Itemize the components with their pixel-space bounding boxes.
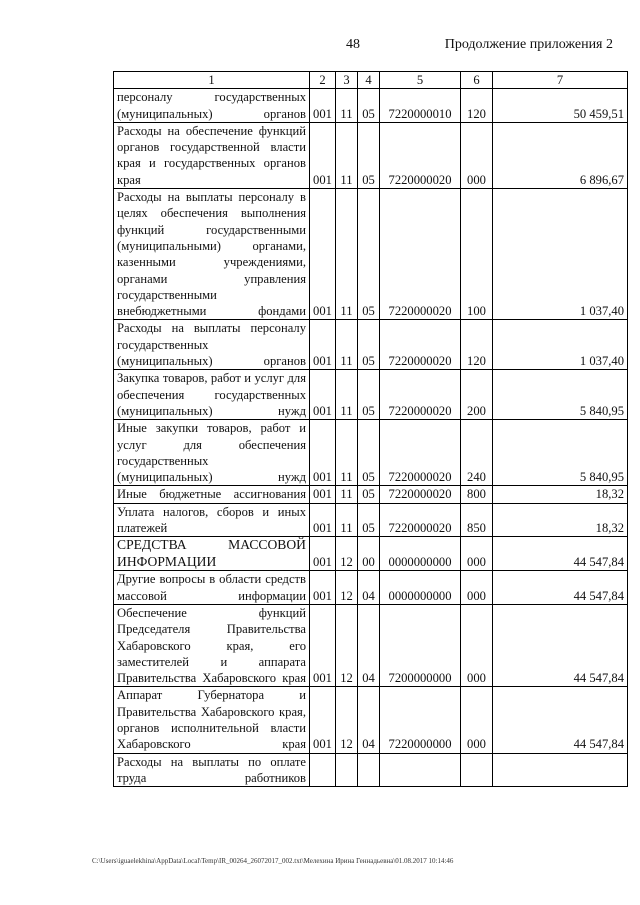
row-code-ministry: 001	[310, 604, 336, 686]
row-code-ministry: 001	[310, 122, 336, 188]
row-amount: 1 037,40	[493, 320, 628, 370]
row-amount: 44 547,84	[493, 537, 628, 571]
row-code-expense: 120	[461, 89, 493, 123]
table-row	[114, 687, 628, 753]
row-code-section: 11	[336, 503, 358, 537]
row-amount: 18,32	[493, 486, 628, 503]
row-code-ministry: 001	[310, 537, 336, 571]
row-code-subsection: 04	[358, 687, 380, 753]
row-code-target: 7220000010	[380, 89, 461, 123]
table-row	[114, 370, 628, 420]
row-code-section: 11	[336, 320, 358, 370]
row-code-expense: 240	[461, 420, 493, 486]
row-amount: 5 840,95	[493, 370, 628, 420]
row-code-subsection: 05	[358, 486, 380, 503]
row-code-subsection: 04	[358, 604, 380, 686]
row-name: Другие вопросы в области средств массовой информации	[114, 571, 310, 605]
row-code-subsection: 05	[358, 503, 380, 537]
table-header-row	[114, 72, 628, 89]
row-code-section: 12	[336, 537, 358, 571]
row-code-target: 7220000020	[380, 189, 461, 320]
row-code-ministry: 001	[310, 486, 336, 503]
table-row	[114, 189, 628, 320]
row-name: Расходы на выплаты персоналу государственных (муниципальных) органов	[114, 320, 310, 370]
row-code-expense: 000	[461, 537, 493, 571]
table-row	[114, 604, 628, 686]
row-code-section: 11	[336, 89, 358, 123]
row-name: Расходы на обеспечение функций органов государственной власти края и государственных органов края	[114, 122, 310, 188]
row-code-section: 11	[336, 486, 358, 503]
row-code-target: 0000000000	[380, 537, 461, 571]
row-code-ministry: 001	[310, 320, 336, 370]
row-code-subsection: 05	[358, 89, 380, 123]
column-header: 6	[461, 72, 493, 89]
row-code-section: 12	[336, 571, 358, 605]
row-code-section: 11	[336, 370, 358, 420]
column-header: 7	[493, 72, 628, 89]
row-code-expense: 200	[461, 370, 493, 420]
row-amount: 1 037,40	[493, 189, 628, 320]
row-name: Иные бюджетные ассигнования	[114, 486, 310, 503]
row-code-section: 12	[336, 687, 358, 753]
row-code-ministry: 001	[310, 420, 336, 486]
row-code-target: 0000000000	[380, 571, 461, 605]
row-name: Расходы на выплаты персоналу в целях обеспечения выполнения функций государственными (муниципальными) органами, казенными учреждениями, органами управления государственными внебюджетными фондами	[114, 189, 310, 320]
row-code-subsection: 05	[358, 189, 380, 320]
row-name: персоналу государственных (муниципальных) органов	[114, 89, 310, 123]
row-code-expense: 800	[461, 486, 493, 503]
row-name: Закупка товаров, работ и услуг для обеспечения государственных (муниципальных) нужд	[114, 370, 310, 420]
row-code-ministry	[310, 753, 336, 787]
row-code-subsection	[358, 753, 380, 787]
row-code-expense: 000	[461, 571, 493, 605]
row-code-ministry: 001	[310, 571, 336, 605]
row-code-expense: 000	[461, 604, 493, 686]
row-code-expense: 850	[461, 503, 493, 537]
column-header: 3	[336, 72, 358, 89]
row-code-subsection: 05	[358, 320, 380, 370]
column-header: 5	[380, 72, 461, 89]
row-code-subsection: 05	[358, 122, 380, 188]
table-row	[114, 89, 628, 123]
row-amount: 6 896,67	[493, 122, 628, 188]
row-amount: 5 840,95	[493, 420, 628, 486]
row-name: Обеспечение функций Председателя Правительства Хабаровского края, его заместителей и аппарата Правительства Хабаровского края	[114, 604, 310, 686]
row-amount: 44 547,84	[493, 571, 628, 605]
table-row	[114, 486, 628, 503]
row-name: СРЕДСТВА МАССОВОЙ ИНФОРМАЦИИ	[114, 537, 310, 571]
row-code-section: 11	[336, 189, 358, 320]
row-code-target: 7220000000	[380, 687, 461, 753]
page-number: 48	[346, 37, 360, 52]
row-name: Аппарат Губернатора и Правительства Хабаровского края, органов исполнительной власти Хабаровского края	[114, 687, 310, 753]
row-code-expense	[461, 753, 493, 787]
row-amount: 44 547,84	[493, 687, 628, 753]
continuation-label: Продолжение приложения 2	[444, 37, 613, 52]
row-code-expense: 100	[461, 189, 493, 320]
row-amount: 18,32	[493, 503, 628, 537]
row-code-target: 7220000020	[380, 420, 461, 486]
row-code-target: 7220000020	[380, 503, 461, 537]
row-code-subsection: 00	[358, 537, 380, 571]
row-code-target: 7200000000	[380, 604, 461, 686]
row-code-subsection: 04	[358, 571, 380, 605]
table-row	[114, 320, 628, 370]
row-name: Уплата налогов, сборов и иных платежей	[114, 503, 310, 537]
column-header: 2	[310, 72, 336, 89]
table-row	[114, 420, 628, 486]
table-row	[114, 753, 628, 787]
budget-table	[113, 71, 628, 787]
row-code-target	[380, 753, 461, 787]
row-code-target: 7220000020	[380, 370, 461, 420]
row-amount: 44 547,84	[493, 604, 628, 686]
row-code-expense: 000	[461, 687, 493, 753]
row-code-ministry: 001	[310, 687, 336, 753]
table-row	[114, 571, 628, 605]
row-code-target: 7220000020	[380, 122, 461, 188]
row-name: Иные закупки товаров, работ и услуг для обеспечения государственных (муниципальных) нужд	[114, 420, 310, 486]
table-row	[114, 537, 628, 571]
row-code-ministry: 001	[310, 503, 336, 537]
column-header: 4	[358, 72, 380, 89]
column-header: 1	[114, 72, 310, 89]
table-row	[114, 503, 628, 537]
row-amount	[493, 753, 628, 787]
footer-file-path: C:\Users\iguaelekhina\AppData\Local\Temp\IR_00264_26072017_002.txt\Мелехина Ирина Геннадьевна\01.08.2017 10:14:46	[92, 857, 454, 865]
table-row	[114, 122, 628, 188]
row-code-target: 7220000020	[380, 320, 461, 370]
row-name: Расходы на выплаты по оплате труда работников	[114, 753, 310, 787]
row-code-ministry: 001	[310, 370, 336, 420]
row-code-expense: 000	[461, 122, 493, 188]
row-code-ministry: 001	[310, 189, 336, 320]
row-code-target: 7220000020	[380, 486, 461, 503]
row-code-subsection: 05	[358, 370, 380, 420]
row-code-expense: 120	[461, 320, 493, 370]
row-code-ministry: 001	[310, 89, 336, 123]
row-code-section	[336, 753, 358, 787]
row-code-subsection: 05	[358, 420, 380, 486]
row-amount: 50 459,51	[493, 89, 628, 123]
row-code-section: 11	[336, 420, 358, 486]
row-code-section: 12	[336, 604, 358, 686]
row-code-section: 11	[336, 122, 358, 188]
